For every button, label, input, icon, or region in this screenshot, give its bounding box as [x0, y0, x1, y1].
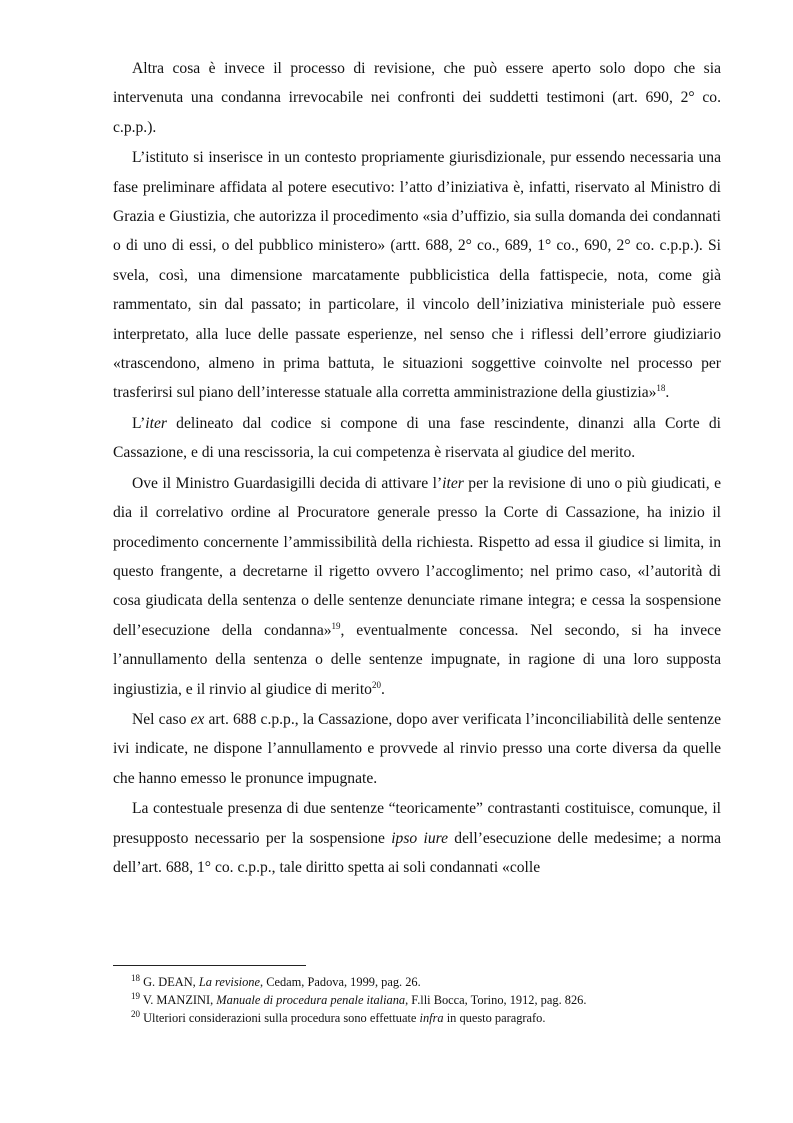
text-run: dell’esecuzione delle medesime; a norma dell’art. 688, 1° co. c.p.p., tale diritto spetta ai soli condannati «colle — [113, 829, 721, 876]
text-run: G. DEAN, — [140, 975, 199, 989]
footnote-ref: 19 — [131, 990, 140, 1001]
footnote — [131, 1009, 721, 1027]
italic-text: ipso iure — [391, 829, 449, 847]
text-run: , F.lli Bocca, Torino, 1912, pag. 826. — [405, 993, 587, 1007]
text-run: Nel caso — [132, 710, 191, 728]
text-run: , Cedam, Padova, 1999, pag. 26. — [260, 975, 421, 989]
italic-text: La revisione — [198, 975, 261, 989]
text-run: delineato dal codice si compone di una fase rescindente, dinanzi alla Corte di Cassazione, e di una rescissoria, la cui competenza è riservata al giudice del merito. — [113, 414, 721, 462]
italic-text: Manuale di procedura penale italiana — [216, 993, 406, 1007]
text-run: . — [380, 680, 385, 698]
footnotes — [131, 973, 721, 1027]
paragraph — [113, 409, 721, 468]
text-run: L’istituto si inserisce in un contesto propriamente giurisdizionale, pur essendo necessaria una fase preliminare affidata al potere esecutivo: l’atto d’iniziativa è, infatti, riservato al Ministro di Grazia e Giustizia, che autorizza il procedimento «sia d’uffizio, sia sulla domanda dei condannati o di uno di essi, o del pubblico ministero» (artt. 688, 2° co., 689, 1° co., 690, 2° co. c.p.p.). Si svela, così, una dimensione marcatamente pubblicistica della fattispecie, nota, come già rammentato, sin dal passato; in particolare, il vincolo dell’iniziativa ministeriale può essere interpretato, alla luce delle passate esperienze, nel senso che i riflessi dell’errore giudiziario «trascendono, almeno in prima battuta, le situazioni soggettive coinvolte nel processo per trasferirsi sul piano dell’interesse statuale alla corretta amministrazione della giustizia» — [113, 149, 721, 402]
text-run: art. 688 c.p.p., la Cassazione, dopo aver verificata l’inconciliabilità delle sentenze ivi indicate, ne dispone l’annullamento e provvede al rinvio presso una corte diversa da quelle che hanno emesso le pronunce impugnate. — [113, 710, 721, 787]
footnote-ref: 18 — [656, 383, 666, 394]
text-run: in questo paragrafo. — [443, 1011, 546, 1025]
text-run: V. MANZINI, — [140, 993, 217, 1007]
footnote-ref: 20 — [131, 1008, 140, 1019]
text-run: L’ — [132, 414, 146, 432]
footnote-ref: 19 — [331, 620, 341, 631]
body-text — [113, 54, 721, 882]
text-run: Ulteriori considerazioni sulla procedura sono effettuate — [140, 1011, 420, 1025]
footnote-ref: 18 — [131, 972, 140, 983]
italic-text: iter — [442, 474, 464, 492]
paragraph — [113, 794, 721, 882]
text-run: , eventualmente concessa. Nel secondo, si ha invece l’annullamento della sentenza o delle sentenze impugnate, in ragione di una loro supposta ingiustizia, e il rinvio al giudice di merito — [113, 621, 721, 698]
footnote-separator — [113, 965, 306, 966]
text-run: La contestuale presenza di due sentenze “teoricamente” contrastanti costituisce, comunque, il presupposto necessario per la sospensione — [113, 800, 721, 847]
footnote — [131, 991, 721, 1009]
text-run: Ove il Ministro Guardasigilli decida di attivare l’ — [132, 474, 443, 492]
italic-text: ex — [190, 710, 205, 728]
text-run: . — [665, 384, 670, 402]
text-run: Altra cosa è invece il processo di revisione, che può essere aperto solo dopo che sia intervenuta una condanna irrevocabile nei confronti dei suddetti testimoni (art. 690, 2° co. c.p.p.). — [113, 60, 721, 136]
italic-text: infra — [419, 1011, 444, 1025]
paragraph — [113, 469, 721, 704]
footnote-ref: 20 — [371, 679, 381, 690]
text-run: per la revisione di uno o più giudicati, e dia il correlativo ordine al Procuratore generale presso la Corte di Cassazione, ha inizio il procedimento concernente l’ammissibilità della richiesta. Rispetto ad essa il giudice si limita, in questo frangente, a decretarne il rigetto ovvero l’accoglimento; nel primo caso, «l’autorità di cosa giudicata della sentenza o delle sentenze denunciate rimane integra; e cessa la sospensione dell’esecuzione della condanna» — [113, 474, 721, 639]
footnote — [131, 973, 721, 991]
paragraph — [113, 143, 721, 408]
paragraph — [113, 705, 721, 793]
italic-text: iter — [145, 414, 167, 432]
paragraph — [113, 54, 721, 142]
